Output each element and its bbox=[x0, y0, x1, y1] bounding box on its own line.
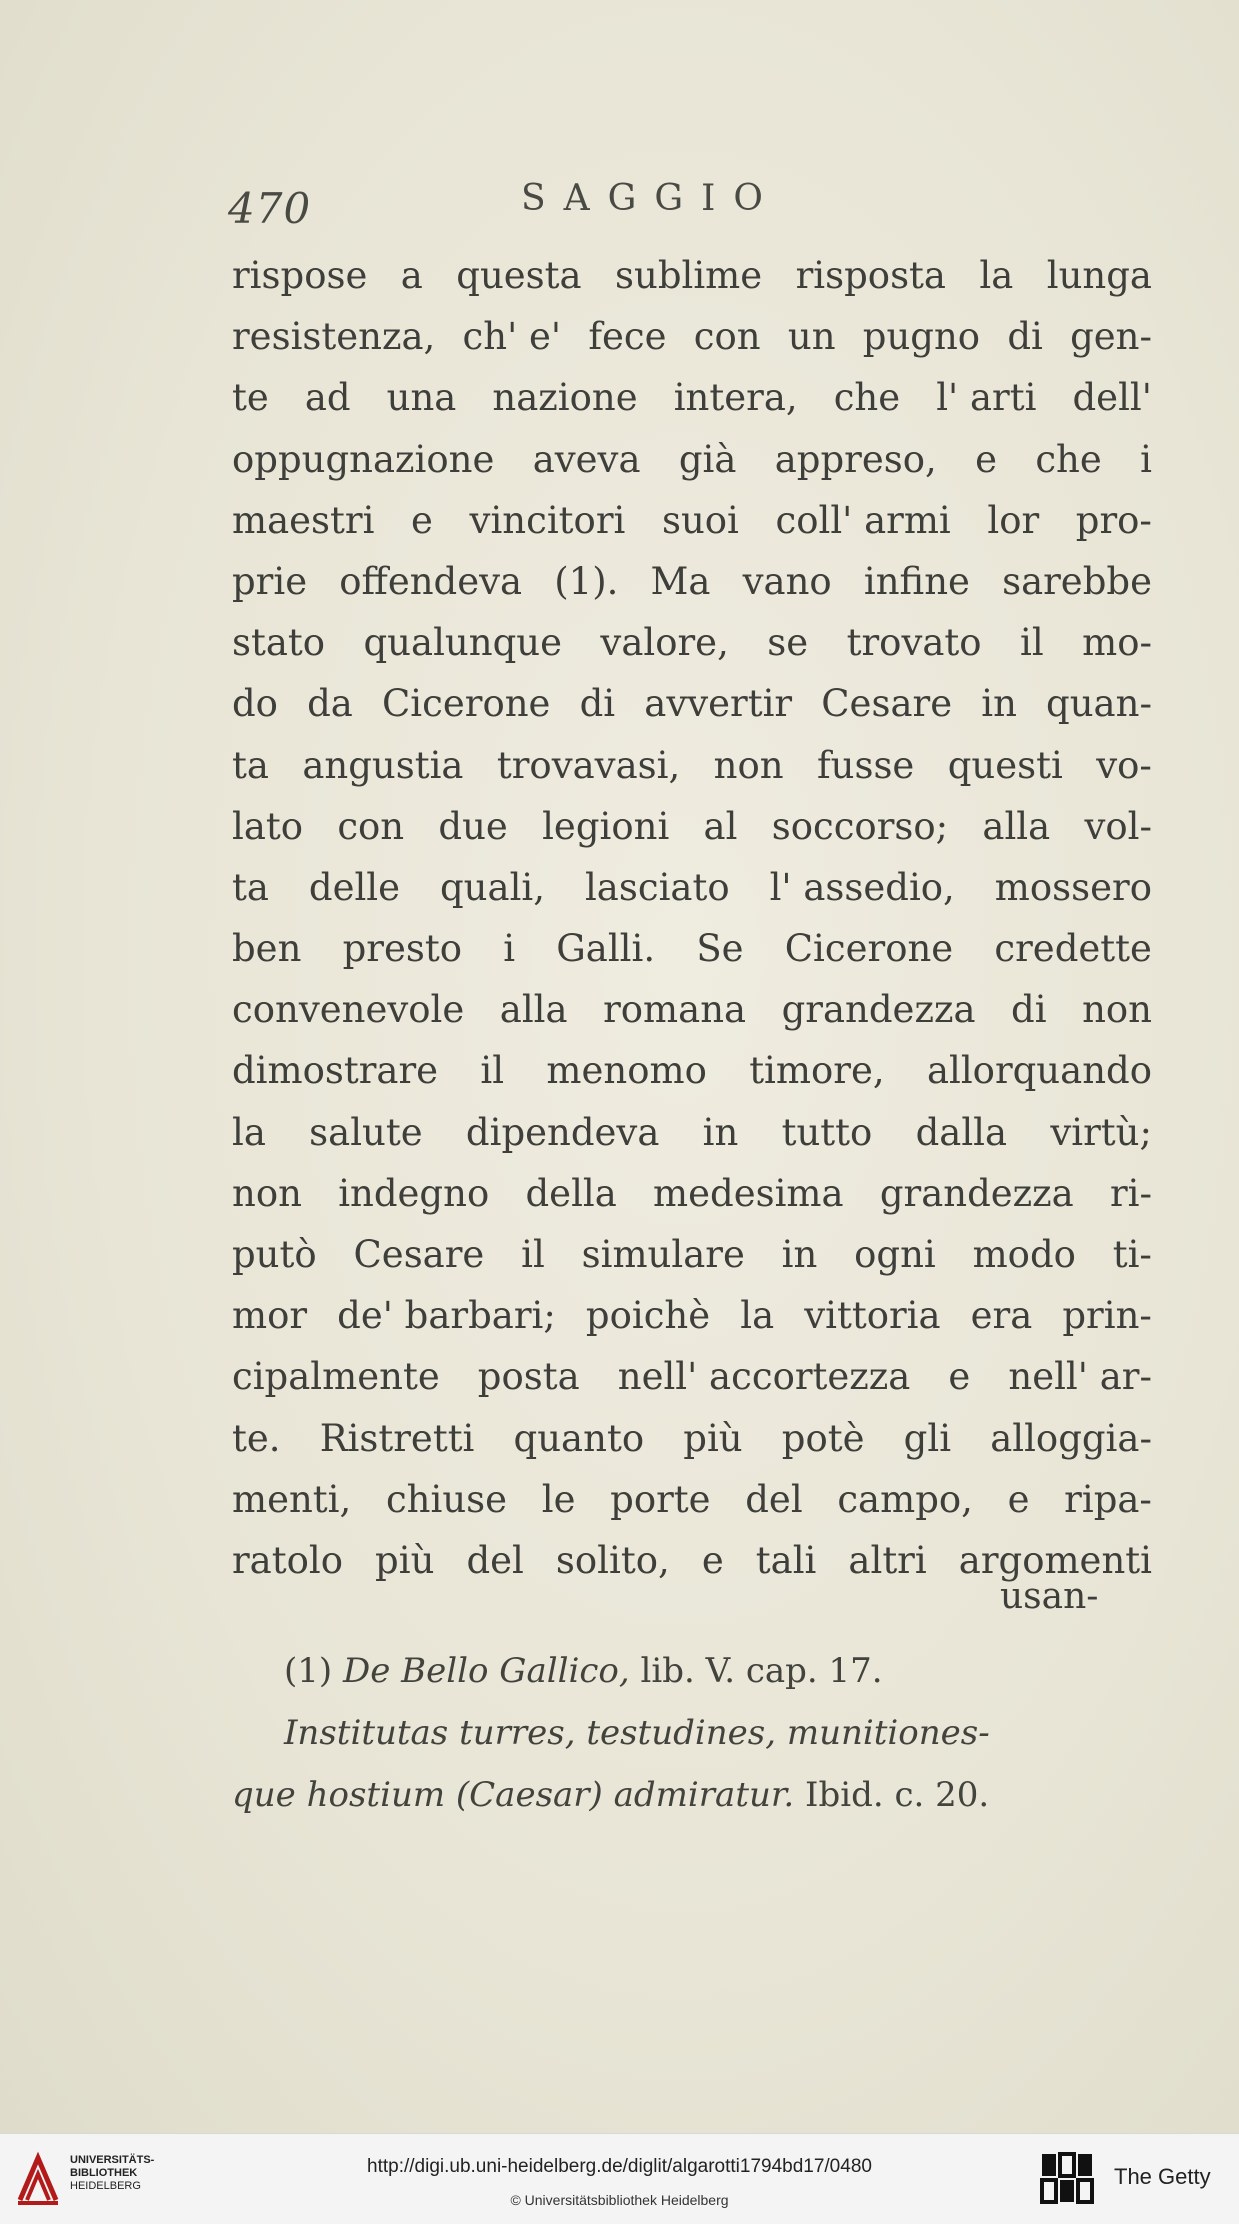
word: di bbox=[579, 682, 616, 726]
word: Cesare bbox=[353, 1233, 485, 1276]
word: (1). bbox=[554, 559, 619, 603]
word: Cesare bbox=[821, 682, 953, 726]
word: appreso, bbox=[774, 437, 937, 481]
word: te. bbox=[232, 1416, 281, 1460]
page-number: 470 bbox=[228, 184, 312, 233]
footnote-reference: lib. V. cap. 17. bbox=[640, 1651, 883, 1691]
word: solito, bbox=[555, 1538, 670, 1582]
word: alla bbox=[499, 988, 568, 1032]
word: del bbox=[466, 1538, 524, 1582]
page-header bbox=[228, 178, 1168, 248]
word: romana bbox=[603, 988, 747, 1032]
word: ogni bbox=[854, 1233, 936, 1276]
text-line bbox=[232, 1346, 1152, 1407]
word: chiuse bbox=[385, 1477, 508, 1521]
word: virtù; bbox=[1050, 1110, 1152, 1154]
word: sarebbe bbox=[1002, 559, 1152, 603]
word: de' barbari; bbox=[337, 1294, 556, 1338]
word: aveva bbox=[532, 437, 641, 481]
word: ratolo bbox=[232, 1538, 343, 1582]
text-line bbox=[232, 1469, 1152, 1530]
word: quali, bbox=[440, 865, 546, 909]
word: fusse bbox=[816, 743, 915, 787]
word: il bbox=[521, 1233, 545, 1276]
word: nell' accortezza bbox=[617, 1355, 911, 1399]
word: oppugnazione bbox=[232, 437, 495, 481]
word: alla bbox=[982, 804, 1051, 848]
word: menomo bbox=[546, 1049, 707, 1093]
word: putò bbox=[232, 1233, 317, 1276]
word: a bbox=[400, 254, 423, 297]
word: più bbox=[375, 1538, 435, 1582]
word: ta bbox=[232, 865, 269, 909]
word: stato bbox=[232, 621, 326, 665]
word: qualunque bbox=[363, 621, 562, 665]
word: ch' e' bbox=[462, 315, 562, 359]
word: in bbox=[781, 1233, 818, 1276]
word: intera, bbox=[673, 376, 798, 420]
word: con bbox=[337, 804, 405, 848]
footnote-line-3 bbox=[232, 1764, 1152, 1826]
word: angustia bbox=[302, 743, 464, 787]
word: Ma bbox=[650, 559, 711, 603]
word: una bbox=[386, 376, 457, 420]
word: lato bbox=[232, 804, 304, 848]
text-line bbox=[232, 1102, 1152, 1163]
text-line bbox=[232, 367, 1152, 428]
word: in bbox=[981, 682, 1017, 726]
word: dalla bbox=[915, 1110, 1008, 1154]
word: al bbox=[703, 804, 738, 848]
text-line bbox=[232, 1163, 1152, 1224]
word: vo- bbox=[1096, 743, 1152, 787]
text-line bbox=[232, 1408, 1152, 1469]
partner-name: The Getty bbox=[1114, 2164, 1211, 2189]
word: la bbox=[232, 1110, 266, 1154]
footnote-work-title: De Bello Gallico, bbox=[342, 1651, 630, 1691]
word: dipendeva bbox=[465, 1110, 660, 1154]
word: quanto bbox=[513, 1416, 645, 1460]
word: alloggia- bbox=[990, 1416, 1152, 1460]
word: l' assedio, bbox=[769, 865, 955, 909]
word: la bbox=[740, 1294, 775, 1338]
permalink-url[interactable]: http://digi.ub.uni-heidelberg.de/diglit/algarotti1794bd17/0480 bbox=[367, 2156, 872, 2177]
word: mo- bbox=[1082, 621, 1152, 665]
word: le bbox=[541, 1477, 576, 1521]
word: di bbox=[1011, 988, 1047, 1032]
word: e bbox=[1007, 1477, 1030, 1521]
word: fece bbox=[588, 315, 667, 359]
word: ben bbox=[232, 927, 302, 971]
word: Galli. bbox=[556, 927, 656, 971]
word: prie bbox=[232, 559, 308, 603]
footnote-marker: (1) bbox=[284, 1651, 333, 1691]
text-line bbox=[232, 857, 1152, 918]
getty-logo-icon[interactable] bbox=[1040, 2150, 1094, 2208]
word: dimostrare bbox=[232, 1049, 439, 1093]
word: non bbox=[1082, 988, 1152, 1032]
word: e bbox=[701, 1538, 724, 1582]
word: soccorso; bbox=[771, 804, 949, 848]
word: di bbox=[1007, 315, 1043, 359]
word: lunga bbox=[1046, 254, 1152, 297]
word: mossero bbox=[994, 865, 1152, 909]
word: risposta bbox=[795, 254, 946, 297]
word: il bbox=[480, 1049, 505, 1093]
footnote-verb: admiratur. bbox=[613, 1775, 795, 1815]
word: quan- bbox=[1046, 682, 1152, 726]
word: Se bbox=[696, 927, 744, 971]
word: te bbox=[232, 376, 269, 420]
word: allorquando bbox=[926, 1049, 1152, 1093]
text-line bbox=[232, 306, 1152, 367]
word: ad bbox=[304, 376, 351, 420]
word: rispose bbox=[232, 254, 368, 297]
word: nell' ar- bbox=[1008, 1355, 1152, 1399]
word: sublime bbox=[615, 254, 763, 297]
footnote-line-2: Institutas turres, testudines, munitiones- bbox=[284, 1713, 990, 1753]
text-line bbox=[232, 1040, 1152, 1101]
word: timore, bbox=[749, 1049, 885, 1093]
word: e bbox=[975, 437, 997, 481]
word: se bbox=[767, 621, 809, 665]
word: ti- bbox=[1112, 1233, 1152, 1276]
word: non bbox=[713, 743, 784, 787]
word: avvertir bbox=[644, 682, 793, 726]
word: i bbox=[1140, 437, 1152, 481]
word: più bbox=[683, 1416, 743, 1460]
word: tali bbox=[755, 1538, 817, 1582]
word: maestri bbox=[232, 498, 375, 542]
word: gli bbox=[903, 1416, 952, 1460]
word: ripa- bbox=[1064, 1477, 1152, 1521]
text-line bbox=[232, 1224, 1152, 1285]
word: trovavasi, bbox=[496, 743, 681, 787]
word: pro- bbox=[1075, 498, 1152, 542]
word: dell' bbox=[1072, 376, 1152, 420]
word: trovato bbox=[846, 621, 982, 665]
word: convenevole bbox=[232, 988, 465, 1032]
word: vittoria bbox=[804, 1294, 941, 1338]
word: menti, bbox=[232, 1477, 352, 1521]
word: salute bbox=[309, 1110, 423, 1154]
word: campo, bbox=[837, 1477, 973, 1521]
word: e bbox=[948, 1355, 971, 1399]
word: medesima bbox=[653, 1171, 844, 1215]
text-line bbox=[232, 673, 1152, 734]
word: che bbox=[1035, 437, 1102, 481]
word: e bbox=[411, 498, 433, 542]
word: indegno bbox=[338, 1171, 490, 1215]
word: ta bbox=[232, 743, 269, 787]
word: porte bbox=[610, 1477, 711, 1521]
word: Ristretti bbox=[319, 1416, 475, 1460]
word: vano bbox=[742, 559, 832, 603]
word: lor bbox=[987, 498, 1040, 542]
text-line bbox=[232, 796, 1152, 857]
text-line bbox=[232, 979, 1152, 1040]
word: tutto bbox=[781, 1110, 873, 1154]
word: nazione bbox=[492, 376, 638, 420]
footnote-ibid: Ibid. c. 20. bbox=[805, 1775, 990, 1815]
word: resistenza, bbox=[232, 315, 436, 359]
copyright-notice: © Universitätsbibliothek Heidelberg bbox=[510, 2192, 729, 2208]
word: vol- bbox=[1084, 804, 1152, 848]
word: in bbox=[702, 1110, 739, 1154]
running-title: SAGGIO bbox=[521, 178, 781, 219]
word: questi bbox=[947, 743, 1063, 787]
text-line bbox=[232, 551, 1152, 612]
word: prin- bbox=[1062, 1294, 1152, 1338]
word: l' arti bbox=[936, 376, 1037, 420]
library-name: UNIVERSITÄTS- BIBLIOTHEK HEIDELBERG bbox=[70, 2154, 155, 2192]
word: poichè bbox=[585, 1294, 711, 1338]
word: modo bbox=[972, 1233, 1076, 1276]
word: posta bbox=[477, 1355, 580, 1399]
word: infine bbox=[863, 559, 970, 603]
word: cipalmente bbox=[232, 1355, 440, 1399]
text-line bbox=[232, 490, 1152, 551]
word: potè bbox=[781, 1416, 865, 1460]
word: la bbox=[979, 254, 1014, 297]
word: altri bbox=[848, 1538, 927, 1582]
word: della bbox=[525, 1171, 617, 1215]
word: legioni bbox=[542, 804, 670, 848]
text-line bbox=[232, 735, 1152, 796]
word: già bbox=[678, 437, 737, 481]
text-line bbox=[232, 245, 1152, 306]
footnote bbox=[232, 1640, 1152, 1826]
word: vincitori bbox=[469, 498, 626, 542]
word: pugno bbox=[862, 315, 981, 359]
word: mor bbox=[232, 1294, 308, 1338]
word: argomenti bbox=[958, 1538, 1152, 1582]
word: Cicerone bbox=[784, 927, 954, 971]
word: coll' armi bbox=[775, 498, 951, 542]
word: lasciato bbox=[584, 865, 730, 909]
word: questa bbox=[456, 254, 582, 297]
word: ri- bbox=[1109, 1171, 1152, 1215]
word: era bbox=[970, 1294, 1033, 1338]
word: grandezza bbox=[781, 988, 976, 1032]
text-line bbox=[232, 429, 1152, 490]
word: non bbox=[232, 1171, 302, 1215]
word: valore, bbox=[600, 621, 729, 665]
word: suoi bbox=[661, 498, 739, 542]
text-line bbox=[232, 1285, 1152, 1346]
word: Cicerone bbox=[382, 682, 551, 726]
word: da bbox=[307, 682, 353, 726]
catchword: usan- bbox=[1000, 1576, 1099, 1617]
body-text bbox=[232, 245, 1152, 1591]
word: il bbox=[1020, 621, 1044, 665]
word: due bbox=[438, 804, 508, 848]
word: credette bbox=[994, 927, 1152, 971]
footer-bar bbox=[0, 2133, 1239, 2224]
word: gen- bbox=[1070, 315, 1152, 359]
text-line bbox=[232, 612, 1152, 673]
footnote-quote: que hostium bbox=[232, 1775, 446, 1815]
footnote-line-1 bbox=[232, 1640, 1152, 1702]
word: con bbox=[693, 315, 761, 359]
word: che bbox=[833, 376, 901, 420]
word: simulare bbox=[581, 1233, 745, 1276]
word: delle bbox=[308, 865, 401, 909]
text-line bbox=[232, 918, 1152, 979]
word: do bbox=[232, 682, 278, 726]
word: grandezza bbox=[879, 1171, 1074, 1215]
word: presto bbox=[342, 927, 463, 971]
word: un bbox=[787, 315, 836, 359]
word: del bbox=[745, 1477, 803, 1521]
footnote-paren: (Caesar) bbox=[455, 1775, 603, 1815]
word: i bbox=[503, 927, 516, 971]
word: offendeva bbox=[339, 559, 523, 603]
